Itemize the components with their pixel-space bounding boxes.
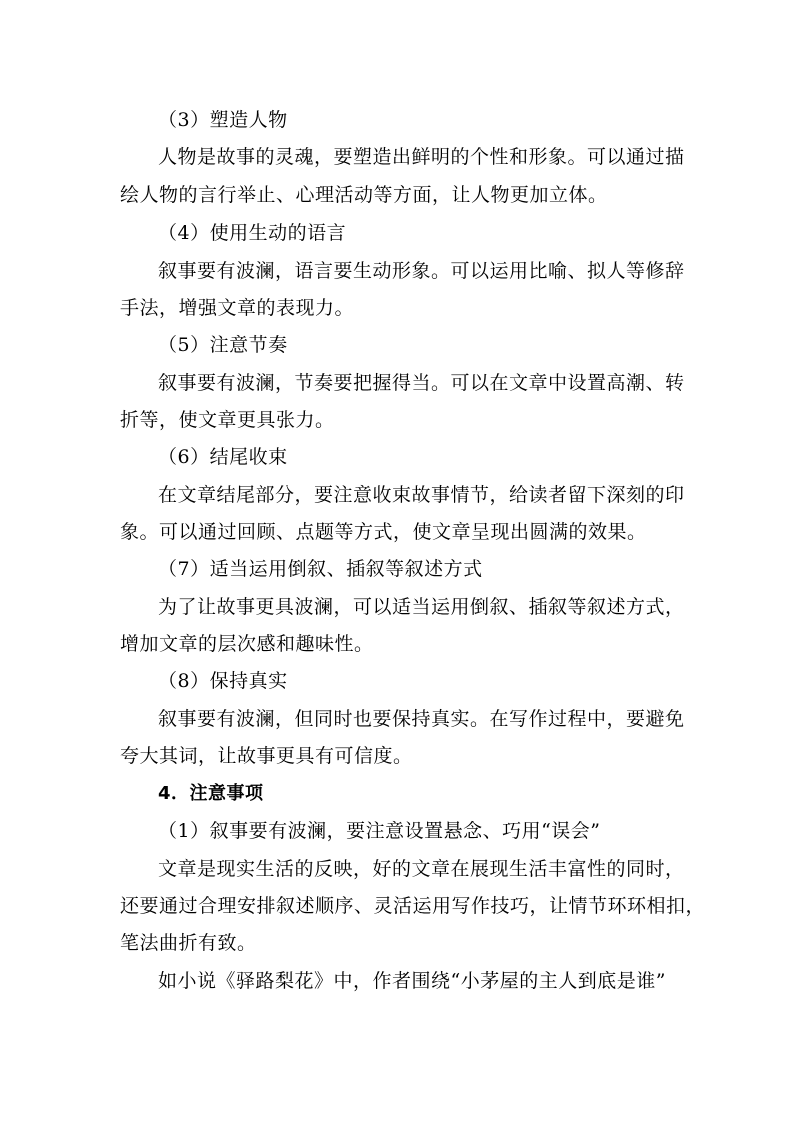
section-heading: 4．注意事项 (158, 783, 264, 804)
subheading-shape-characters: （3）塑造人物 (158, 109, 288, 131)
paragraph-line: 叙事要有波澜，语言要生动形象。可以运用比喻、拟人等修辞 (158, 260, 685, 282)
subheading-ending: （6）结尾收束 (158, 446, 288, 468)
paragraph-line: 还要通过合理安排叙述顺序、灵活运用写作技巧，让情节环环相扣， (120, 895, 706, 917)
paragraph-line: 增加文章的层次感和趣味性。 (120, 633, 374, 655)
paragraph-line: 叙事要有波澜，但同时也要保持真实。在写作过程中，要避免 (158, 708, 685, 730)
paragraph-line: 为了让故事更具波澜，可以适当运用倒叙、插叙等叙述方式， (158, 596, 685, 618)
paragraph-line: 人物是故事的灵魂，要塑造出鲜明的个性和形象。可以通过描 (158, 146, 685, 168)
paragraph-line: 笔法曲折有致。 (120, 932, 257, 954)
paragraph-line: 折等，使文章更具张力。 (120, 409, 335, 431)
paragraph-line: 手法，增强文章的表现力。 (120, 297, 355, 319)
subheading-truthful: （8）保持真实 (158, 670, 288, 692)
paragraph-line: 叙事要有波澜，节奏要把握得当。可以在文章中设置高潮、转 (158, 372, 685, 394)
paragraph-line: 象。可以通过回顾、点题等方式，使文章呈现出圆满的效果。 (120, 521, 647, 543)
subheading-suspense: （1）叙事要有波澜，要注意设置悬念、巧用“误会” (158, 820, 601, 842)
subheading-rhythm: （5）注意节奏 (158, 334, 288, 356)
subheading-vivid-language: （4）使用生动的语言 (158, 222, 347, 244)
paragraph-line: 如小说《驿路梨花》中，作者围绕“小茅屋的主人到底是谁” (158, 970, 666, 992)
paragraph-line: 绘人物的言行举止、心理活动等方面，让人物更加立体。 (120, 184, 608, 206)
paragraph-line: 文章是现实生活的反映，好的文章在展现生活丰富性的同时， (158, 858, 685, 880)
paragraph-line: 夸大其词，让故事更具有可信度。 (120, 745, 413, 767)
subheading-flashback: （7）适当运用倒叙、插叙等叙述方式 (158, 558, 483, 580)
paragraph-line: 在文章结尾部分，要注意收束故事情节，给读者留下深刻的印 (158, 484, 685, 506)
